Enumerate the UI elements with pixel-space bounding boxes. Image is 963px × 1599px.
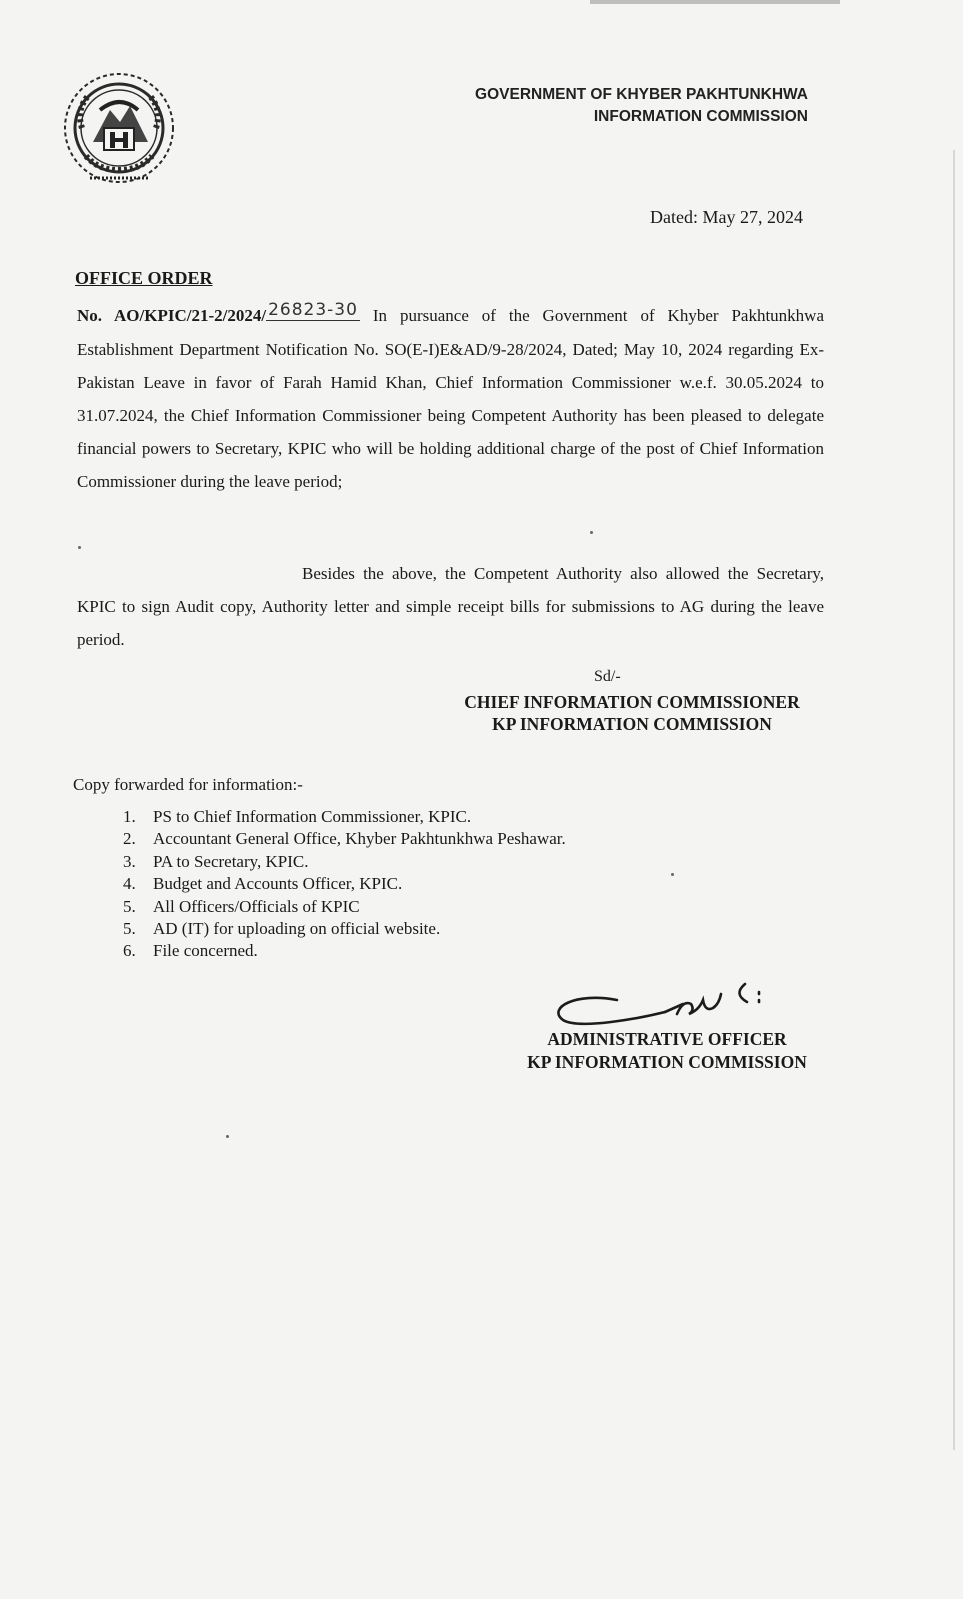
office-order-title: OFFICE ORDER <box>75 268 213 288</box>
signed-mark: Sd/- <box>594 668 621 685</box>
list-item: 1. PS to Chief Information Commissioner, KPIC. <box>123 807 472 826</box>
order-paragraph-2-text: Besides the above, the Competent Authority also allowed the Secretary, KPIC to sign Audit copy, Authority letter and simple receipt bills for submissions to AG during the leave period. <box>77 564 824 649</box>
list-item: 5. AD (IT) for uploading on official website. <box>123 919 441 939</box>
signatory1-org: KP INFORMATION COMMISSION <box>492 714 772 734</box>
handwritten-order-number: 26823-30 <box>268 300 358 320</box>
government-header <box>475 84 808 128</box>
list-item: 4. Budget and Accounts Officer, KPIC. <box>123 874 403 894</box>
scan-edge-right <box>953 150 955 1450</box>
order-paragraph-1-text: In pursuance of the Government of Khyber Pakhtunkhwa Establishment Department Notification No. SO(E-I)E&AD/9-28/2024, Dated; May 10, 2024 regarding Ex-Pakistan Leave in favor of Farah Hamid Khan, Chief Information Commissioner w.e.f. 30.05.2024 to 31.07.2024, the Chief Information Commissioner being Competent Authority has been pleased to delegate financial powers to Secretary, KPIC who will be holding additional charge of the post of Chief Information Commissioner during the leave period; <box>77 306 824 491</box>
order-number: No. AO/KPIC/21-2/2024/ <box>77 306 267 325</box>
order-paragraph-2 <box>77 557 824 656</box>
document-date: Dated: May 27, 2024 <box>650 207 803 227</box>
kp-government-emblem-icon <box>60 70 178 192</box>
scan-speck <box>78 546 81 549</box>
header-line-commission: INFORMATION COMMISSION <box>593 108 808 125</box>
copy-forwarded-title: Copy forwarded for information:- <box>73 775 303 794</box>
scan-speck <box>590 531 593 534</box>
scan-edge-top <box>590 0 840 4</box>
scan-speck <box>671 873 674 876</box>
order-paragraph-1 <box>77 299 824 498</box>
administrative-officer-signatory <box>510 1028 824 1074</box>
copy-forwarded-list <box>123 806 566 963</box>
list-item: 2. Accountant General Office, Khyber Pakhtunkhwa Peshawar. <box>123 829 566 849</box>
chief-commissioner-signatory <box>440 691 824 735</box>
signatory2-org: KP INFORMATION COMMISSION <box>527 1052 807 1072</box>
header-line-government: GOVERNMENT OF KHYBER PAKHTUNKHWA <box>475 86 808 103</box>
signatory2-title: ADMINISTRATIVE OFFICER <box>547 1029 787 1049</box>
list-item: 6. File concerned. <box>123 941 258 961</box>
list-item: 3. PA to Secretary, KPIC. <box>123 851 309 871</box>
signatory1-title: CHIEF INFORMATION COMMISSIONER <box>464 692 800 712</box>
list-item: 5. All Officers/Officials of KPIC <box>123 896 360 916</box>
scan-speck <box>226 1135 229 1138</box>
